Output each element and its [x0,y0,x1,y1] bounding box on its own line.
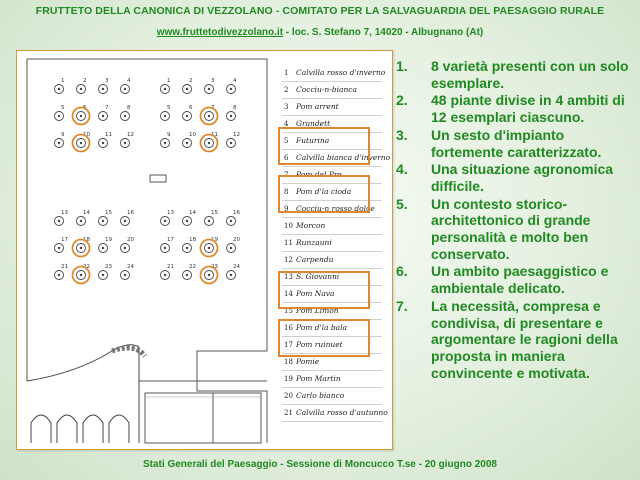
tree-number: 22 [83,264,90,270]
tree-number: 18 [189,237,196,243]
tree-number: 8 [233,105,237,111]
key-point-number: 3. [396,126,408,143]
plant-name: Pom d'la bala [296,323,348,332]
tree-number: 22 [189,264,196,270]
tree-center [186,220,188,222]
tree-center [164,247,166,249]
tree-center [186,115,188,117]
tree-center [164,88,166,90]
tree-number: 2 [83,78,87,84]
tree-number: 13 [61,210,68,216]
plant-list-item [282,218,382,235]
key-point-item [396,161,634,194]
plant-list-item [282,405,388,422]
key-point-item [396,92,634,125]
plant-name: Pom Limon [296,306,339,315]
plant-number: 16 [284,324,293,332]
tree-number: 4 [127,78,131,84]
plant-number: 12 [284,256,293,264]
tree-number: 17 [61,237,68,243]
key-point-item [396,263,634,296]
tree-center [208,274,210,276]
tree-center [124,274,126,276]
tree-center [102,247,104,249]
key-point-number: 6. [396,263,408,280]
tree-number: 9 [167,132,171,138]
tree-number: 5 [61,105,65,111]
website-link[interactable]: www.fruttetodivezzolano.it [156,27,284,38]
tree-number: 24 [127,264,134,270]
tree-number: 3 [211,78,215,84]
tree-number: 23 [105,264,112,270]
key-point-number: 7. [396,297,408,314]
key-point-number: 4. [396,161,408,178]
tree-center [164,142,166,144]
plant-number: 15 [284,307,293,315]
plant-number: 4 [284,120,289,128]
key-points-list [396,58,634,382]
tree-number: 19 [105,237,112,243]
tree-center [164,220,166,222]
tree-center [80,220,82,222]
key-point-text: Un contesto storico-architettonico di grande personalità e molto ben conservato. [431,195,591,262]
key-point-number: 2. [396,92,408,109]
tree-center [230,220,232,222]
tree-center [186,247,188,249]
tree-center [164,274,166,276]
tree-number: 7 [211,105,215,111]
tree-number: 14 [83,210,90,216]
highlight-box-17-18 [278,319,370,357]
plant-name: Pom d'la cioda [296,187,352,196]
key-point-item [396,127,634,160]
tree-number: 16 [127,210,134,216]
tree-number: 1 [167,78,171,84]
tree-number: 11 [105,132,112,138]
tree-center [58,115,60,117]
orchard-plan [16,50,393,450]
tree-number: 6 [189,105,193,111]
tree-center [58,274,60,276]
tree-number: 9 [61,132,65,138]
plant-number: 3 [284,103,289,111]
tree-center [230,115,232,117]
tree-center [124,247,126,249]
tree-center [230,247,232,249]
plant-name: Cocciu-n rosso dolce [296,204,375,213]
tree-number: 3 [105,78,109,84]
tree-center [58,88,60,90]
plant-list [282,65,391,422]
plant-number: 10 [284,222,293,230]
plant-number: 20 [284,392,293,400]
tree-center [208,88,210,90]
tree-center [186,274,188,276]
tree-center [208,247,210,249]
plant-name: S. Giovanni [296,272,340,281]
key-point-item [396,58,634,91]
tree-center [124,142,126,144]
plant-name: Pom del Pre [296,170,342,179]
plant-number: 19 [284,375,293,383]
plant-number: 8 [284,188,289,196]
plant-number: 5 [284,137,289,145]
plant-number: 14 [284,290,293,298]
header-title: FRUTTETO DELLA CANONICA DI VEZZOLANO - COMITATO PER LA SALVAGUARDIA DEL PAESAGGIO RURALE [35,5,605,17]
tree-number: 2 [189,78,193,84]
tree-number: 20 [233,237,240,243]
plant-number: 6 [284,154,289,162]
plant-number: 1 [284,69,289,77]
tree-center [102,88,104,90]
plant-name: Carlo bianco [296,391,345,400]
tree-number: 7 [105,105,109,111]
plant-name: Morcon [296,221,326,230]
plant-number: 21 [284,409,293,417]
tree-number: 19 [211,237,218,243]
header-address: - loc. S. Stefano 7, 14020 - Albugnano (At) [283,27,484,38]
plant-number: 17 [284,341,293,349]
tree-center [124,115,126,117]
tree-number: 15 [105,210,112,216]
tree-number: 10 [83,132,90,138]
plant-number: 11 [284,239,293,247]
key-point-number: 1. [396,58,408,74]
tree-center [102,142,104,144]
tree-center [230,274,232,276]
plant-list-item [282,82,382,99]
tree-center [80,142,82,144]
tree-center [208,115,210,117]
tree-number: 18 [83,237,90,243]
tree-center [80,274,82,276]
plant-name: Calvilla rosso d'autunno [296,408,388,417]
tree-center [230,142,232,144]
tree-number: 12 [127,132,134,138]
plant-name: Cocciu-n-bianca [296,85,357,94]
tree-number: 14 [189,210,196,216]
tree-number: 23 [211,264,218,270]
plant-list-item [282,371,382,388]
tree-center [58,220,60,222]
tree-center [186,142,188,144]
tree-center [58,247,60,249]
tree-number: 6 [83,105,87,111]
plant-name: Pom Nava [296,289,335,298]
tree-center [102,220,104,222]
plant-name: Runzauni [296,238,332,247]
tree-center [164,115,166,117]
tree-number: 16 [233,210,240,216]
plant-list-item [282,388,382,405]
tree-number: 11 [211,132,218,138]
plant-list-item [282,252,382,269]
tree-center [80,247,82,249]
tree-center [186,88,188,90]
tree-number: 10 [189,132,196,138]
tree-number: 1 [61,78,65,84]
tree-number: 24 [233,264,240,270]
highlight-box-7-8 [278,175,370,213]
tree-center [208,220,210,222]
tree-center [102,115,104,117]
plant-list-item [282,235,382,252]
tree-center [102,274,104,276]
tree-center [124,220,126,222]
tree-center [80,115,82,117]
plant-name: Futurina [296,136,330,145]
plant-list-item [282,99,382,116]
plant-name: Pom arrent [296,102,339,111]
key-point-item [396,196,634,263]
plant-number: 9 [284,205,289,213]
tree-number: 20 [127,237,134,243]
key-point-item [396,298,634,382]
plant-list-item [282,65,386,82]
tree-center [230,88,232,90]
plant-number: 13 [284,273,293,281]
tree-center [58,142,60,144]
tree-number: 15 [211,210,218,216]
plant-name: Pomie [296,357,320,366]
tree-number: 21 [61,264,68,270]
tree-number: 21 [167,264,174,270]
plant-name: Calvilla rosso d'inverno [296,68,386,77]
key-point-text: 8 varietà presenti con un solo esemplare. [431,58,629,91]
plant-name: Pom Martin [296,374,341,383]
tree-center [124,88,126,90]
plant-number: 7 [284,171,289,179]
tree-number: 8 [127,105,131,111]
tree-number: 12 [233,132,240,138]
tree-center [208,142,210,144]
highlight-box-14-15 [278,271,370,309]
tree-number: 5 [167,105,171,111]
key-point-text: Una situazione agronomica difficile. [431,161,614,194]
plant-name: Carpendu [296,255,334,264]
tree-number: 4 [233,78,237,84]
key-point-text: La necessità, compresa e condivisa, di presentare e argomentare le ragioni della proposta in maniera convincente e motivata. [431,297,618,381]
plant-number: 18 [284,358,293,366]
highlight-box-4-5 [278,127,370,165]
plant-name: Calvilla bianca d'inverno [296,153,391,162]
key-point-text: Un sesto d'impianto fortemente caratterizzato. [431,126,602,160]
header-subtitle [0,27,640,38]
tree-number: 13 [167,210,174,216]
key-point-text: 48 piante divise in 4 ambiti di 12 esemplari ciascuno. [431,92,625,126]
plant-number: 2 [284,86,289,94]
key-point-number: 5. [396,195,408,212]
plant-name: Grandett [296,119,331,128]
tree-number: 17 [167,237,174,243]
tree-center [80,88,82,90]
key-point-text: Un ambito paesaggistico e ambientale delicato. [431,263,609,297]
footer-text: Stati Generali del Paesaggio - Sessione di Moncucco T.se - 20 giugno 2008 [143,459,497,470]
plant-name: Pom ruinuet [296,340,343,349]
